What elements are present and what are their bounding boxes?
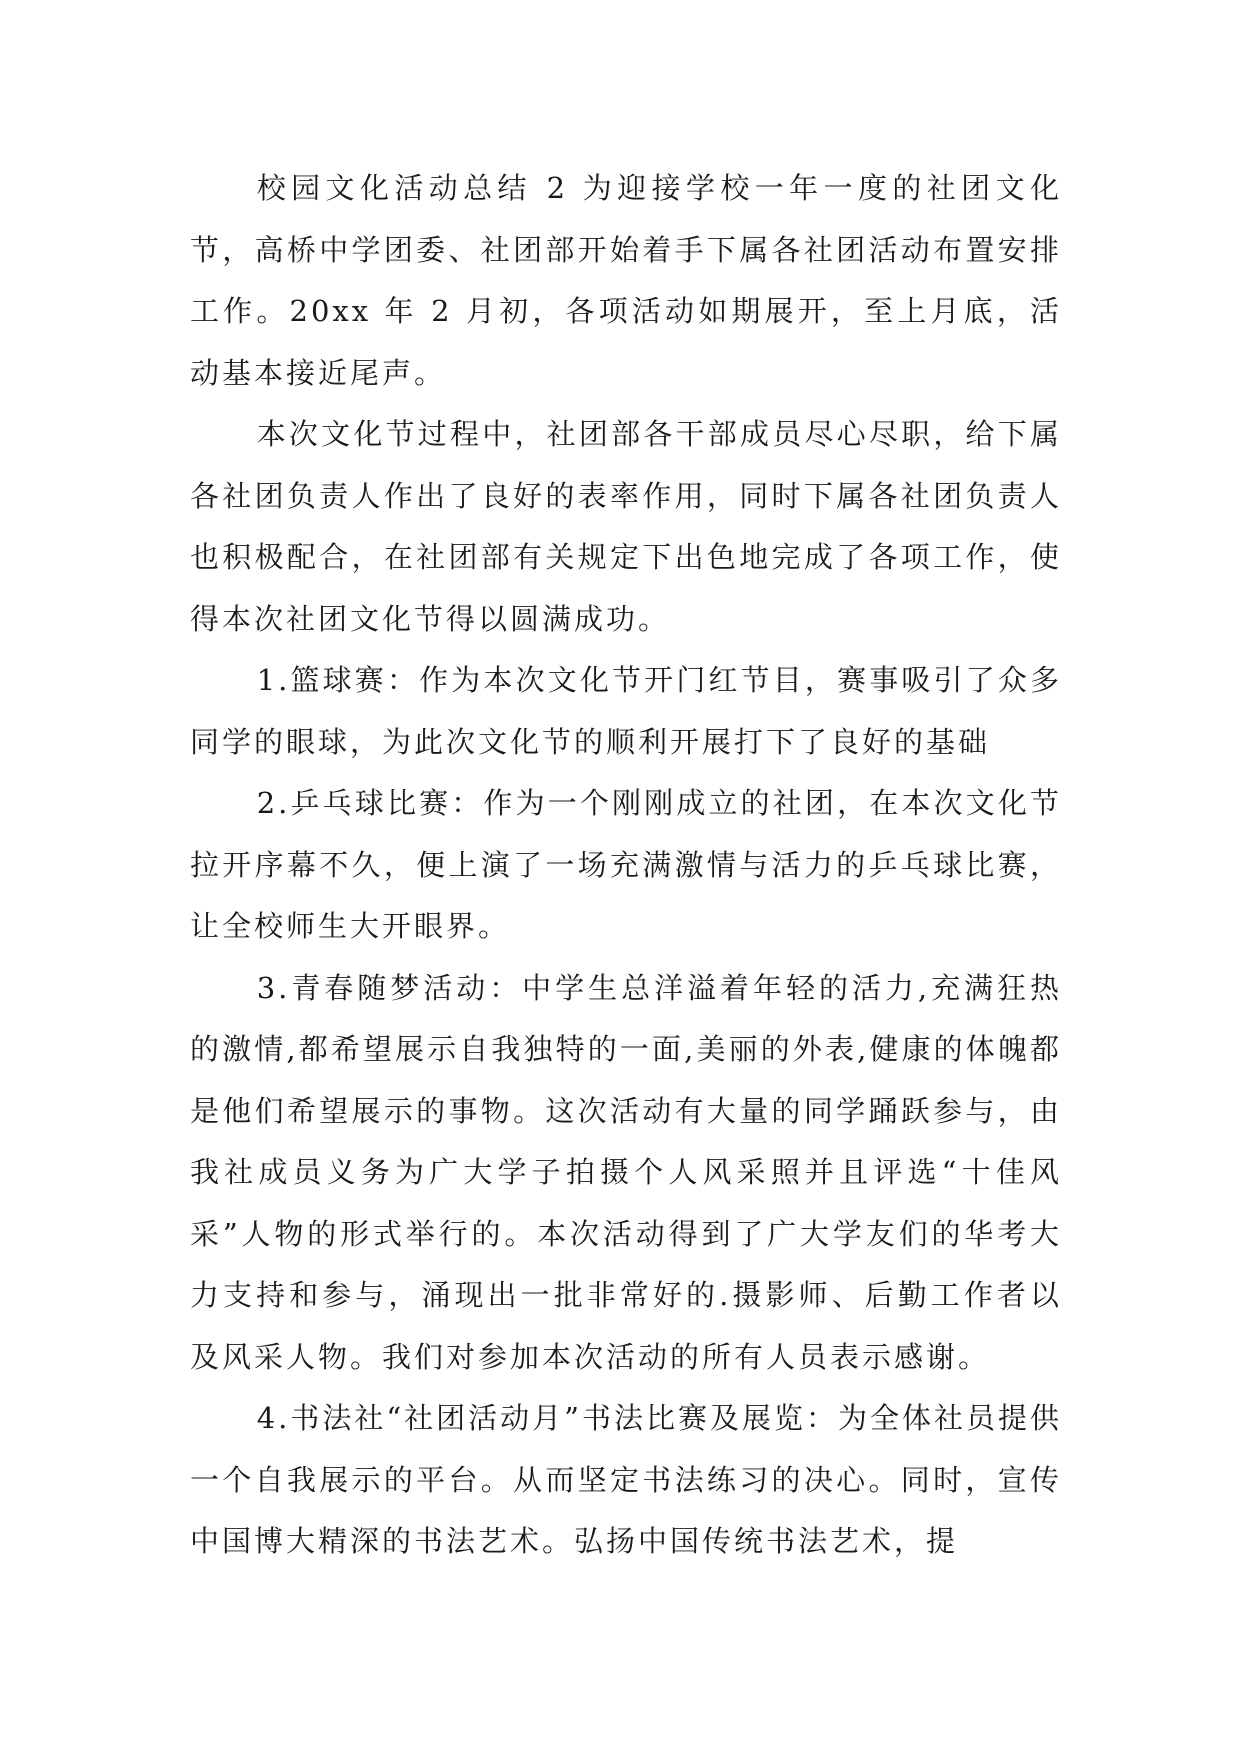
list-item-table-tennis: 2.乒乓球比赛：作为一个刚刚成立的社团，在本次文化节拉开序幕不久，便上演了一场充满激情与活力的乒乓球比赛，让全校师生大开眼界。 <box>190 786 1062 943</box>
paragraph: 本次文化节过程中，社团部各干部成员尽心尽职，给下属各社团负责人作出了良好的表率作用，同时下属各社团负责人也积极配合，在社团部有关规定下出色地完成了各项工作，使得本次社团文化节得以圆满成功。 <box>190 417 1062 636</box>
intro-paragraph <box>190 158 1062 404</box>
paragraph-text: 为迎接学校一年一度的社团文化节，高桥中学团委、社团部开始着手下属各社团活动布置安排工作。20xx 年 2 月初，各项活动如期展开，至上月底，活动基本接近尾声。 <box>190 171 1063 390</box>
document-body <box>190 158 1062 1573</box>
list-item-basketball: 1.篮球赛：作为本次文化节开门红节目，赛事吸引了众多同学的眼球，为此次文化节的顺利开展打下了良好的基础 <box>190 663 1062 759</box>
list-item-calligraphy: 4.书法社“社团活动月”书法比赛及展览：为全体社员提供一个自我展示的平台。从而坚定书法练习的决心。同时，宣传中国博大精深的书法艺术。弘扬中国传统书法艺术，提 <box>190 1401 1063 1558</box>
list-item-youth-activity: 3.青春随梦活动：中学生总洋溢着年轻的活力,充满狂热的激情,都希望展示自我独特的一面,美丽的外表,健康的体魄都是他们希望展示的事物。这次活动有大量的同学踊跃参与，由我社成员义务为广大学子拍摄个人风采照并且评选“十佳风采”人物的形式举行的。本次活动得到了广大学友们的华考大力支持和参与，涌现出一批非常好的.摄影师、后勤工作者以及风采人物。我们对参加本次活动的所有人员表示感谢。 <box>190 970 1062 1374</box>
document-heading: 校园文化活动总结 2 <box>256 171 569 205</box>
